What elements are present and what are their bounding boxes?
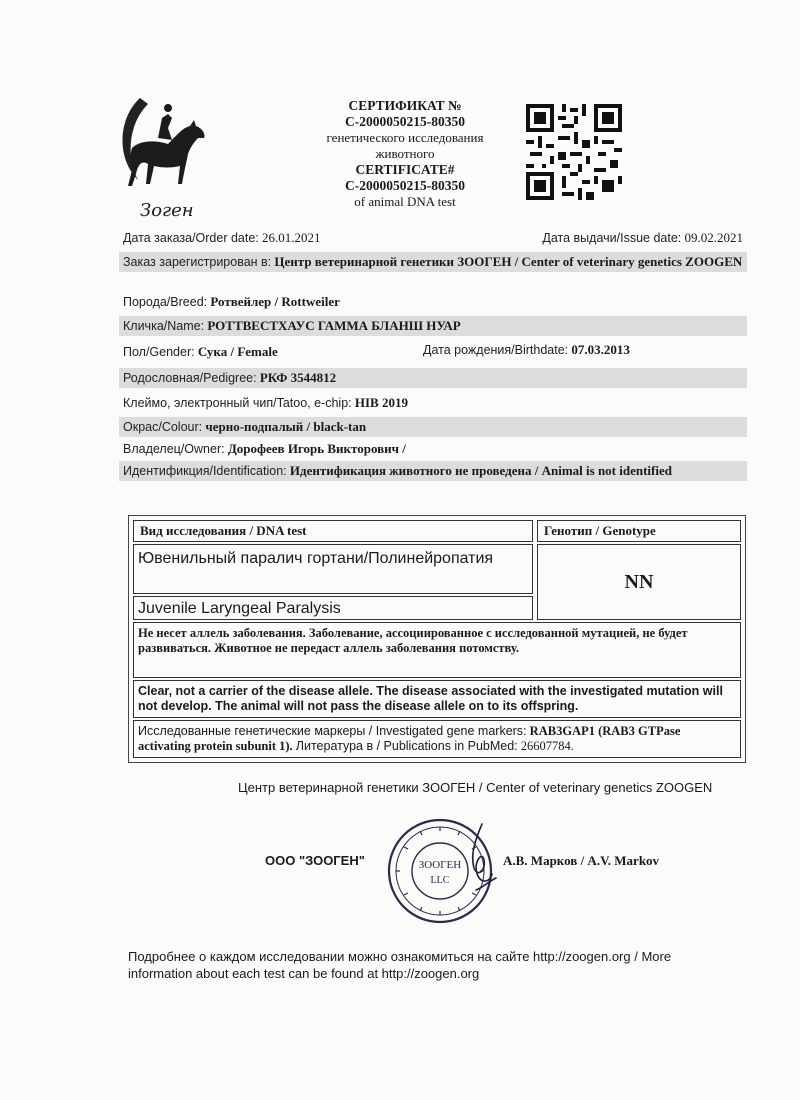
certificate-number-en: С-2000050215-80350 <box>345 178 465 193</box>
breed-label: Порода/Breed: <box>123 295 208 309</box>
dna-test-table <box>128 515 746 763</box>
test-name-en: Juvenile Laryngeal Paralysis <box>133 596 533 620</box>
issue-date-label: Дата выдачи/Issue date: <box>542 231 682 245</box>
pedigree-label: Родословная/Pedigree: <box>123 371 257 385</box>
genotype-value: NN <box>537 544 741 620</box>
publications-label: Литература в / Publications in PubMed: <box>295 739 518 753</box>
signer-name: А.В. Марков / A.V. Markov <box>503 853 660 868</box>
gender-label: Пол/Gender: <box>123 345 195 359</box>
owner-row <box>123 441 743 457</box>
registered-value: Центр ветеринарной генетики ЗООГЕН / Center of veterinary genetics ZOOGEN <box>274 254 743 269</box>
issue-date-value: 09.02.2021 <box>684 230 743 245</box>
identification-value: Идентификация животного не проведена / Animal is not identified <box>289 463 672 478</box>
owner-label: Владелец/Owner: <box>123 442 225 456</box>
registered-row <box>119 252 747 272</box>
center-line: Центр ветеринарной генетики ЗООГЕН / Center of veterinary genetics ZOOGEN <box>238 780 713 795</box>
horse-rider-logo-icon <box>110 88 220 218</box>
order-dates-row <box>123 230 743 246</box>
result-ru: Не несет аллель заболевания. Заболевание, ассоциированное с исследованной мутацией, не будет развиваться. Животное не передаст аллель заболевания потомству. <box>133 622 741 678</box>
chip-label: Клеймо, электронный чип/Tatoo, e-chip: <box>123 396 352 410</box>
signature-icon <box>452 820 510 900</box>
stamp-sub: LLC <box>430 875 450 886</box>
name-label: Кличка/Name: <box>123 319 205 333</box>
markers-value: RAB3GAP1 (RAB3 GTPase activating protein subunit 1). <box>138 724 681 753</box>
chip-value: HIB 2019 <box>354 395 408 410</box>
certificate-subtitle-ru-2: животного <box>375 146 435 161</box>
owner-value: Дорофеев Игорь Викторович / <box>227 441 406 456</box>
qr-code <box>526 104 622 200</box>
colour-row <box>119 417 747 437</box>
identification-row <box>119 461 747 481</box>
identification-label: Идентификция/Identification: <box>123 464 287 478</box>
markers-cell <box>133 720 741 758</box>
name-value: РОТТВЕСТХАУС ГАММА БЛАНШ НУАР <box>207 318 461 333</box>
colour-label: Окрас/Colour: <box>123 420 203 434</box>
gender-value: Сука / Female <box>197 344 278 359</box>
certificate-title-en: CERTIFICATE# <box>355 162 455 177</box>
zoogen-logo <box>110 88 220 238</box>
test-name-ru: Ювенильный паралич гортани/Полинейропатия <box>133 544 533 594</box>
company-name: ООО "ЗООГЕН" <box>265 853 365 868</box>
breed-row <box>123 294 743 310</box>
pedigree-value: РКФ 3544812 <box>259 370 337 385</box>
qr-code-icon <box>526 104 622 200</box>
gender-row <box>123 344 743 360</box>
registered-label: Заказ зарегистрирован в: <box>123 255 272 269</box>
chip-row <box>123 395 743 411</box>
result-en: Clear, not a carrier of the disease allele. The disease associated with the investigated mutation will not develop. The animal will not pass the disease allele on to its offspring. <box>133 680 741 718</box>
certificate-title-block <box>300 98 510 210</box>
certificate-subtitle-ru-1: генетического исследования <box>326 130 484 145</box>
pedigree-row <box>119 368 747 388</box>
breed-value: Ротвейлер / Rottweiler <box>210 294 340 309</box>
markers-label: Исследованные генетические маркеры / Investigated gene markers: <box>138 724 527 738</box>
certificate-number-ru: С-2000050215-80350 <box>345 114 465 129</box>
stamp-text: ЗООГЕН <box>418 859 462 871</box>
colour-value: черно-подпалый / black-tan <box>205 419 367 434</box>
order-date-value: 26.01.2021 <box>262 230 321 245</box>
table-header-test: Вид исследования / DNA test <box>133 520 533 542</box>
table-header-genotype: Генотип / Genotype <box>537 520 741 542</box>
publications-value: 26607784. <box>520 739 574 753</box>
more-info-text: Подробнее о каждом исследовании можно ознакомиться на сайте http://zoogen.org / More information about each test can be found at http://zoogen.org <box>128 949 672 981</box>
certificate-title-ru: СЕРТИФИКАТ № <box>348 98 462 113</box>
order-date-label: Дата заказа/Order date: <box>123 231 259 245</box>
name-row <box>119 316 747 336</box>
birthdate-label: Дата рождения/Birthdate: <box>423 343 569 357</box>
birthdate-value: 07.03.2013 <box>571 342 630 357</box>
certificate-subtitle-en: of animal DNA test <box>354 194 456 209</box>
logo-wordmark: Зоген <box>140 200 194 221</box>
